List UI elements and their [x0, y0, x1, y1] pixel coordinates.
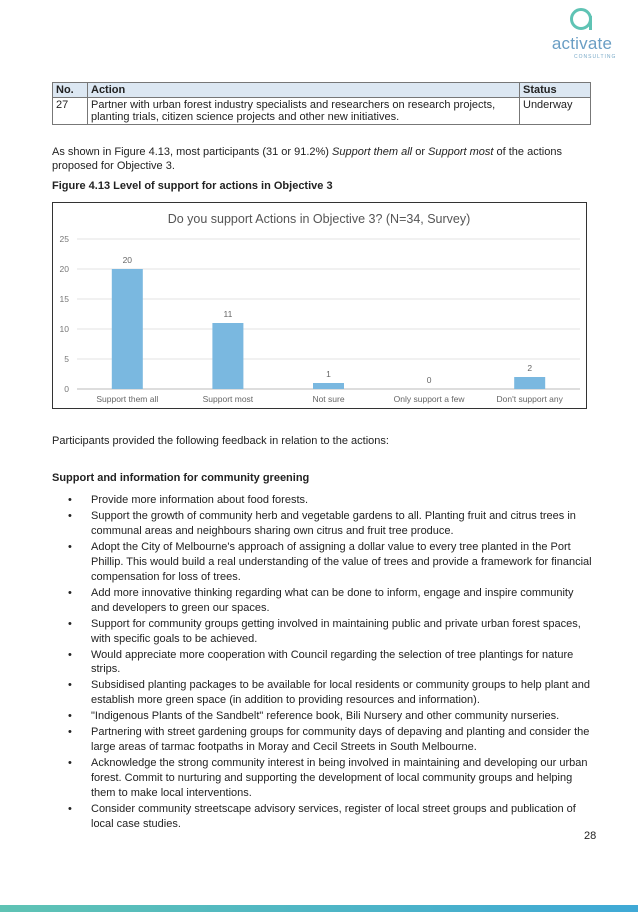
list-item: • Support the growth of community herb and vegetable gardens to all. Planting fruit and citrus trees in communal areas and neighbours sharing own citrus and fruit tree produce. — [52, 509, 592, 539]
footer-bar — [0, 905, 638, 912]
y-tick-label: 5 — [64, 354, 69, 364]
x-tick-label: Don't support any — [496, 394, 563, 404]
header-action: Action — [88, 83, 520, 98]
y-tick-label: 20 — [59, 264, 69, 274]
bar — [313, 383, 344, 389]
bar — [212, 323, 243, 389]
cell-no: 27 — [53, 98, 88, 125]
list-item: • "Indigenous Plants of the Sandbelt" reference book, Bili Nursery and other community nurseries. — [52, 709, 592, 724]
logo-tail-mark — [589, 16, 592, 30]
support-bar-chart — [52, 202, 587, 409]
list-item: • Consider community streetscape advisory services, register of local street groups and publication of local case studies. — [52, 802, 592, 832]
x-tick-label: Support them all — [96, 394, 159, 404]
x-tick-label: Support most — [202, 394, 254, 404]
list-item: • Adopt the City of Melbourne's approach of assigning a dollar value to every tree planted in the Port Phillip. This would build a real understanding of the value of trees and provide a framework for financial compensation for loss of trees. — [52, 540, 592, 585]
header-status: Status — [520, 83, 591, 98]
intro-paragraph — [52, 145, 592, 173]
intro-text-2: or — [412, 146, 429, 158]
feedback-list — [52, 493, 592, 833]
feedback-intro: Participants provided the following feedback in relation to the actions: — [52, 435, 389, 447]
page-number: 28 — [584, 830, 597, 842]
section-heading: Support and information for community greening — [52, 472, 310, 484]
intro-emphasis-1: Support them all — [332, 146, 413, 158]
chart-title: Do you support Actions in Objective 3? (N=34, Survey) — [167, 212, 471, 226]
x-tick-label: Only support a few — [393, 394, 465, 404]
cell-action: Partner with urban forest industry specialists and researchers on research projects, planting trials, citizen science projects and other new initiatives. — [88, 98, 520, 125]
y-tick-label: 10 — [59, 324, 69, 334]
intro-text-1: As shown in Figure 4.13, most participants (31 or 91.2%) — [52, 146, 333, 158]
cell-status: Underway — [520, 98, 591, 125]
list-item: • Add more innovative thinking regarding what can be done to inform, engage and inspire community and developers to green our spaces. — [52, 586, 592, 616]
list-item: • Provide more information about food forests. — [52, 493, 592, 508]
table-row — [53, 98, 591, 125]
list-item: • Subsidised planting packages to be available for local residents or community groups to help plant and establish more green space (in addition to providing resources and information). — [52, 678, 592, 708]
x-tick-label: Not sure — [312, 394, 345, 404]
y-tick-label: 25 — [59, 234, 69, 244]
bar — [514, 377, 545, 389]
intro-text-3: of the actions proposed for Objective 3. — [52, 146, 562, 172]
list-item: • Partnering with street gardening groups for community days of depaving and planting and consider the large areas of tarmac footpaths in Moray and Cecil Streets in South Melbourne. — [52, 725, 592, 755]
logo-text: activate — [551, 34, 613, 53]
data-label: 0 — [426, 375, 432, 385]
y-tick-label: 15 — [59, 294, 69, 304]
y-tick-label: 0 — [64, 384, 69, 394]
list-item: • Support for community groups getting involved in maintaining public and private urban forest spaces, with specific goals to be achieved. — [52, 617, 592, 647]
data-label: 20 — [122, 255, 133, 265]
table-header-row — [53, 83, 591, 98]
activate-consulting-logo — [540, 6, 624, 62]
logo-subtext: CONSULTING — [574, 54, 617, 60]
figure-title: Figure 4.13 Level of support for actions in Objective 3 — [52, 180, 333, 192]
data-label: 1 — [326, 369, 331, 379]
header-no: No. — [53, 83, 88, 98]
actions-table — [52, 82, 591, 125]
intro-emphasis-2: Support most — [428, 146, 494, 158]
list-item: • Acknowledge the strong community interest in being involved in maintaining and developing our urban forest. Commit to nurturing and supporting the development of local community groups and helping them to make local interventions. — [52, 756, 592, 801]
chart-svg — [53, 203, 586, 408]
data-label: 11 — [223, 309, 233, 319]
data-label: 2 — [527, 363, 533, 373]
list-item: • Would appreciate more cooperation with Council regarding the selection of tree plantings for nature strips. — [52, 648, 592, 678]
bar — [112, 269, 143, 389]
